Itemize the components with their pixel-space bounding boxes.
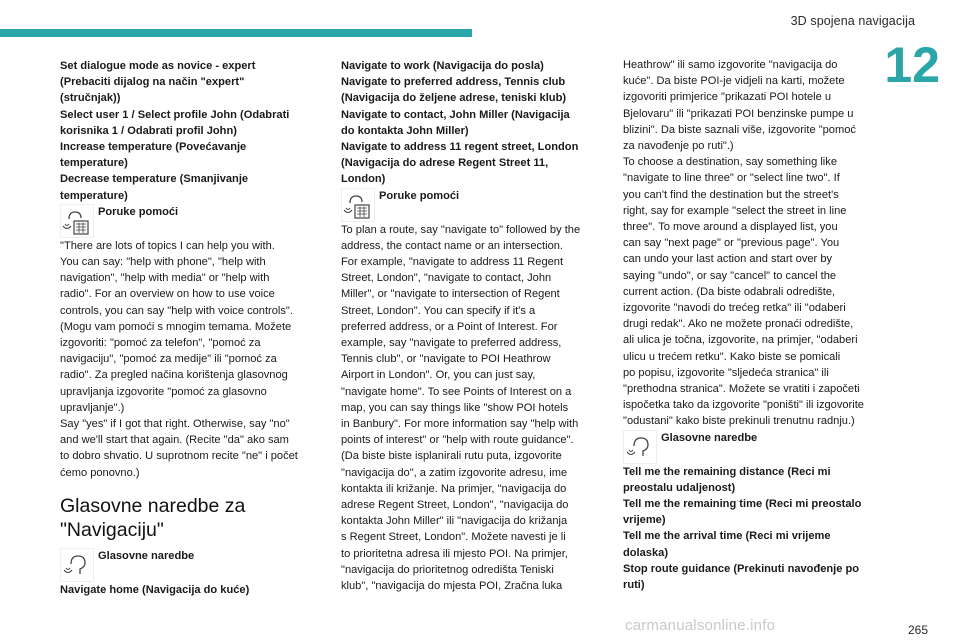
voice-command-icon [60, 548, 94, 582]
voice-help-icon [60, 204, 94, 238]
voice-commands-label: Glasovne naredbe [98, 549, 195, 562]
column-1 [60, 58, 306, 598]
help-text-2: To plan a route, say "navigate to" followed by the address, the contact name or an intersection. For example, "navigate to address 11 Regent Street, London", "navigate to contact, John Miller", or "navigate to intersection of Regent Street, London". You can specify if it's a preferred address, or a Point of Interest. For example, say "navigate to preferred address, Tennis club", or "navigate to POI Heathrow Airport in London". Or, you can just say, "navigate home". To see Points of Interest on a map, you can say things like "show POI hotels in Banbury". For more information say "help with points of interest" or "help with route guidance". (Da biste biste isplanirali rutu puta, izgovorite "navigacija do", a zatim izgovorite adresu, ime kontakta ili križanje. Na primjer, "navigacija do adrese Regent Street, London", "navigacija do kontakta John Miller" ili "navigacija do križanja s Regent Street, London". Možete navesti je li to prioritetna adresa ili mjesto POI. Na primjer, "navigacija do prioritetnog odredišta Teniski klub", "navigacija do mjesta POI, Zračna luka [341, 223, 581, 593]
watermark: carmanualsonline.info [625, 617, 776, 634]
top-accent-bar [0, 29, 472, 37]
section-heading-navigation: Glasovne naredbe za "Navigaciju" [60, 494, 246, 541]
help-text-1: "There are lots of topics I can help you with. You can say: "help with phone", "help with navigation", "help with media" or "help with radio". For an overview on how to use voice controls, you can say "help with voice controls". (Mogu vam pomoći s mnogim temama. Možete izgovoriti: "pomoć za telefon", "pomoć za navigaciju", "pomoć za medije" ili "pomoć za radio". Za pregled načina korištenja glasovnog upravljanja izgovorite "pomoć za glasovno upravljanje".) Say "yes" if I got that right. Otherwise, say "no" and we'll start that again. (Recite "da" ako sam to dobro shvatio. U suprotnom recite "ne" i počet ćemo ponovno.) [60, 239, 298, 479]
command-list-1: Set dialogue mode as novice - expert (Prebaciti dijalog na način "expert" (stručnjak)) Select user 1 / Select profile John (Odabrati korisnika 1 / Odabrati profil John) Increase temperature (Povećavanje temperature) Decrease temperature (Smanjivanje temperature) [60, 60, 290, 202]
column-2 [341, 58, 587, 594]
help-messages-label-row [60, 204, 306, 238]
voice-commands-label-row [623, 430, 869, 464]
chapter-number: 12 [884, 37, 940, 93]
command-navigate-home: Navigate home (Navigacija do kuće) [60, 583, 250, 596]
voice-help-icon [341, 188, 375, 222]
help-messages-label: Poruke pomoći [379, 189, 460, 202]
help-messages-label-row [341, 188, 587, 222]
help-text-3: Heathrow" ili samo izgovorite "navigacija do kuće". Da biste POI-je vidjeli na karti, možete izgovoriti primjerice "prikazati POI hotele u Bjelovaru" ili "prikazati POI benzinske pumpe u blizini". Da biste saznali više, izgovorite "pomoć za navođenje po ruti".) To choose a destination, say something like "navigate to line three" or "select line two". If you can't find the destination but the street's right, say for example "select the street in line three". To move around a displayed list, you can say "next page" or "previous page". You can undo your last action and start over by saying "undo", or say "cancel" to cancel the current action. (Da biste odabrali odredište, izgovorite "navodi do trećeg retka" ili "odaberi drugi redak". Ako ne možete pronaći odredište, ali ulica je točna, izgovorite, na primjer, "odaberi ulicu u trećem retku". Kako biste se pomicali po popisu, izgovorite "sljedeća stranica" ili "prethodna stranica". Možete se vratiti i započeti ispočetka tako da izgovorite "poništi" ili izgovorite "odustani" kako biste prekinuli trenutnu radnju.) [623, 59, 864, 428]
section-title: 3D spojena navigacija [790, 14, 915, 28]
column-3 [623, 57, 869, 593]
voice-commands-label: Glasovne naredbe [661, 431, 758, 444]
page-number: 265 [907, 623, 928, 637]
command-list-2: Navigate to work (Navigacija do posla) Navigate to preferred address, Tennis club (Navigacija do željene adrese, teniski klub) Navigate to contact, John Miller (Navigacija do kontakta John Miller) Navigate to address 11 regent street, London (Navigacija do adrese Regent Street 11, London) [341, 60, 579, 186]
voice-commands-label-row [60, 548, 306, 582]
command-list-3: Tell me the remaining distance (Reci mi preostalu udaljenost) Tell me the remaining time (Reci mi preostalo vrijeme) Tell me the arrival time (Reci mi vrijeme dolaska) Stop route guidance (Prekinuti navođenje po ruti) [623, 465, 862, 592]
voice-command-icon [623, 430, 657, 464]
help-messages-label: Poruke pomoći [98, 205, 179, 218]
